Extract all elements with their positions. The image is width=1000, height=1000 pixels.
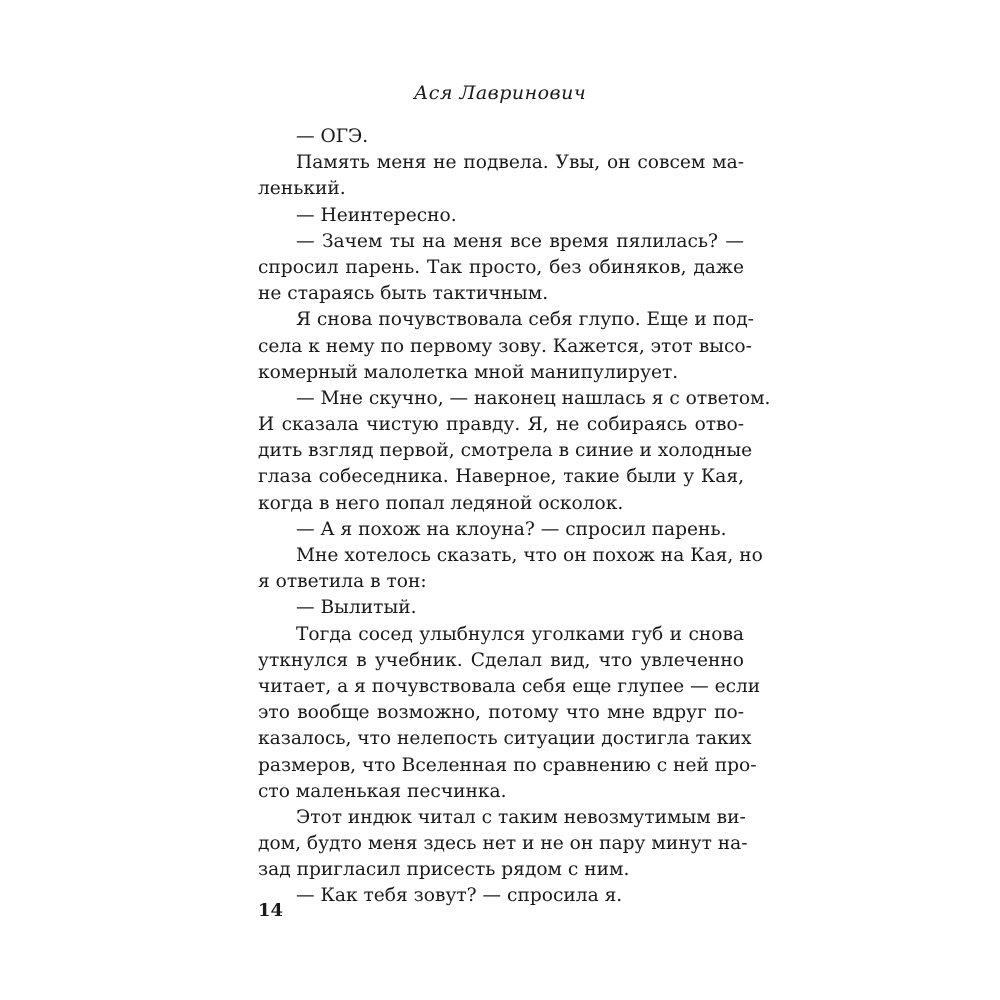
text-line: комерный малолетка мной манипулирует.	[258, 361, 679, 383]
text-line: Мне хотелось сказать, что он похож на Кая, но	[296, 545, 763, 566]
text-line: размеров, что Вселенная по сравнению с ней про-	[258, 754, 757, 776]
text-line: Этот индюк читал с таким невозмутимым ви-	[296, 806, 746, 828]
text-line: — ОГЭ.	[296, 126, 369, 147]
text-line: — Мне скучно, — наконец нашлась я с ответом.	[296, 387, 771, 409]
text-line: И сказала чистую правду. Я, не собираясь отво-	[258, 414, 744, 436]
text-line: Память меня не подвела. Увы, он совсем ма-	[296, 152, 744, 174]
text-line: сто маленькая песчинка.	[258, 780, 507, 802]
text-line: — Как тебя зовут? — спросила я.	[296, 885, 623, 907]
text-line: это вообще возможно, потому что мне вдруг по-	[258, 702, 744, 724]
text-line: дом, будто меня здесь нет и не он пару минут на-	[258, 833, 748, 855]
text-line: Я снова почувствовала себя глупо. Еще и под-	[296, 309, 754, 331]
text-line: — Вылитый.	[296, 597, 417, 619]
text-line: уткнулся в учебник. Сделал вид, что увлеченно	[258, 649, 744, 671]
text-line: я ответила в тон:	[258, 571, 427, 593]
text-line: казалось, что нелепость ситуации достигла таких	[258, 728, 752, 750]
text-line: зад пригласил присесть рядом с ним.	[258, 859, 630, 881]
text-line: — А я похож на клоуна? — спросил парень.	[296, 518, 727, 540]
text-line: Тогда сосед улыбнулся уголками губ и снова	[296, 623, 744, 645]
text-line: — Неинтересно.	[296, 204, 457, 226]
text-line: когда в него попал ледяной осколок.	[258, 492, 624, 514]
text-line: глаза собеседника. Наверное, такие были у Кая,	[258, 466, 744, 488]
text-line: спросил парень. Так просто, без обиняков, даже	[258, 256, 744, 278]
text-line: ленький.	[258, 178, 346, 200]
text-line: села к нему по первому зову. Кажется, этот высо-	[258, 335, 752, 357]
text-line: — Зачем ты на меня все время пялилась? —	[296, 230, 744, 252]
text-line: читает, а я почувствовала себя еще глупее — если	[258, 675, 761, 697]
running-head-author: Ася Лавринович	[413, 82, 587, 104]
text-line: не стараясь быть тактичным.	[258, 283, 549, 305]
page-number: 14	[258, 900, 284, 921]
text-line: дить взгляд первой, смотрела в синие и холодные	[258, 440, 753, 462]
body-text	[258, 124, 771, 910]
